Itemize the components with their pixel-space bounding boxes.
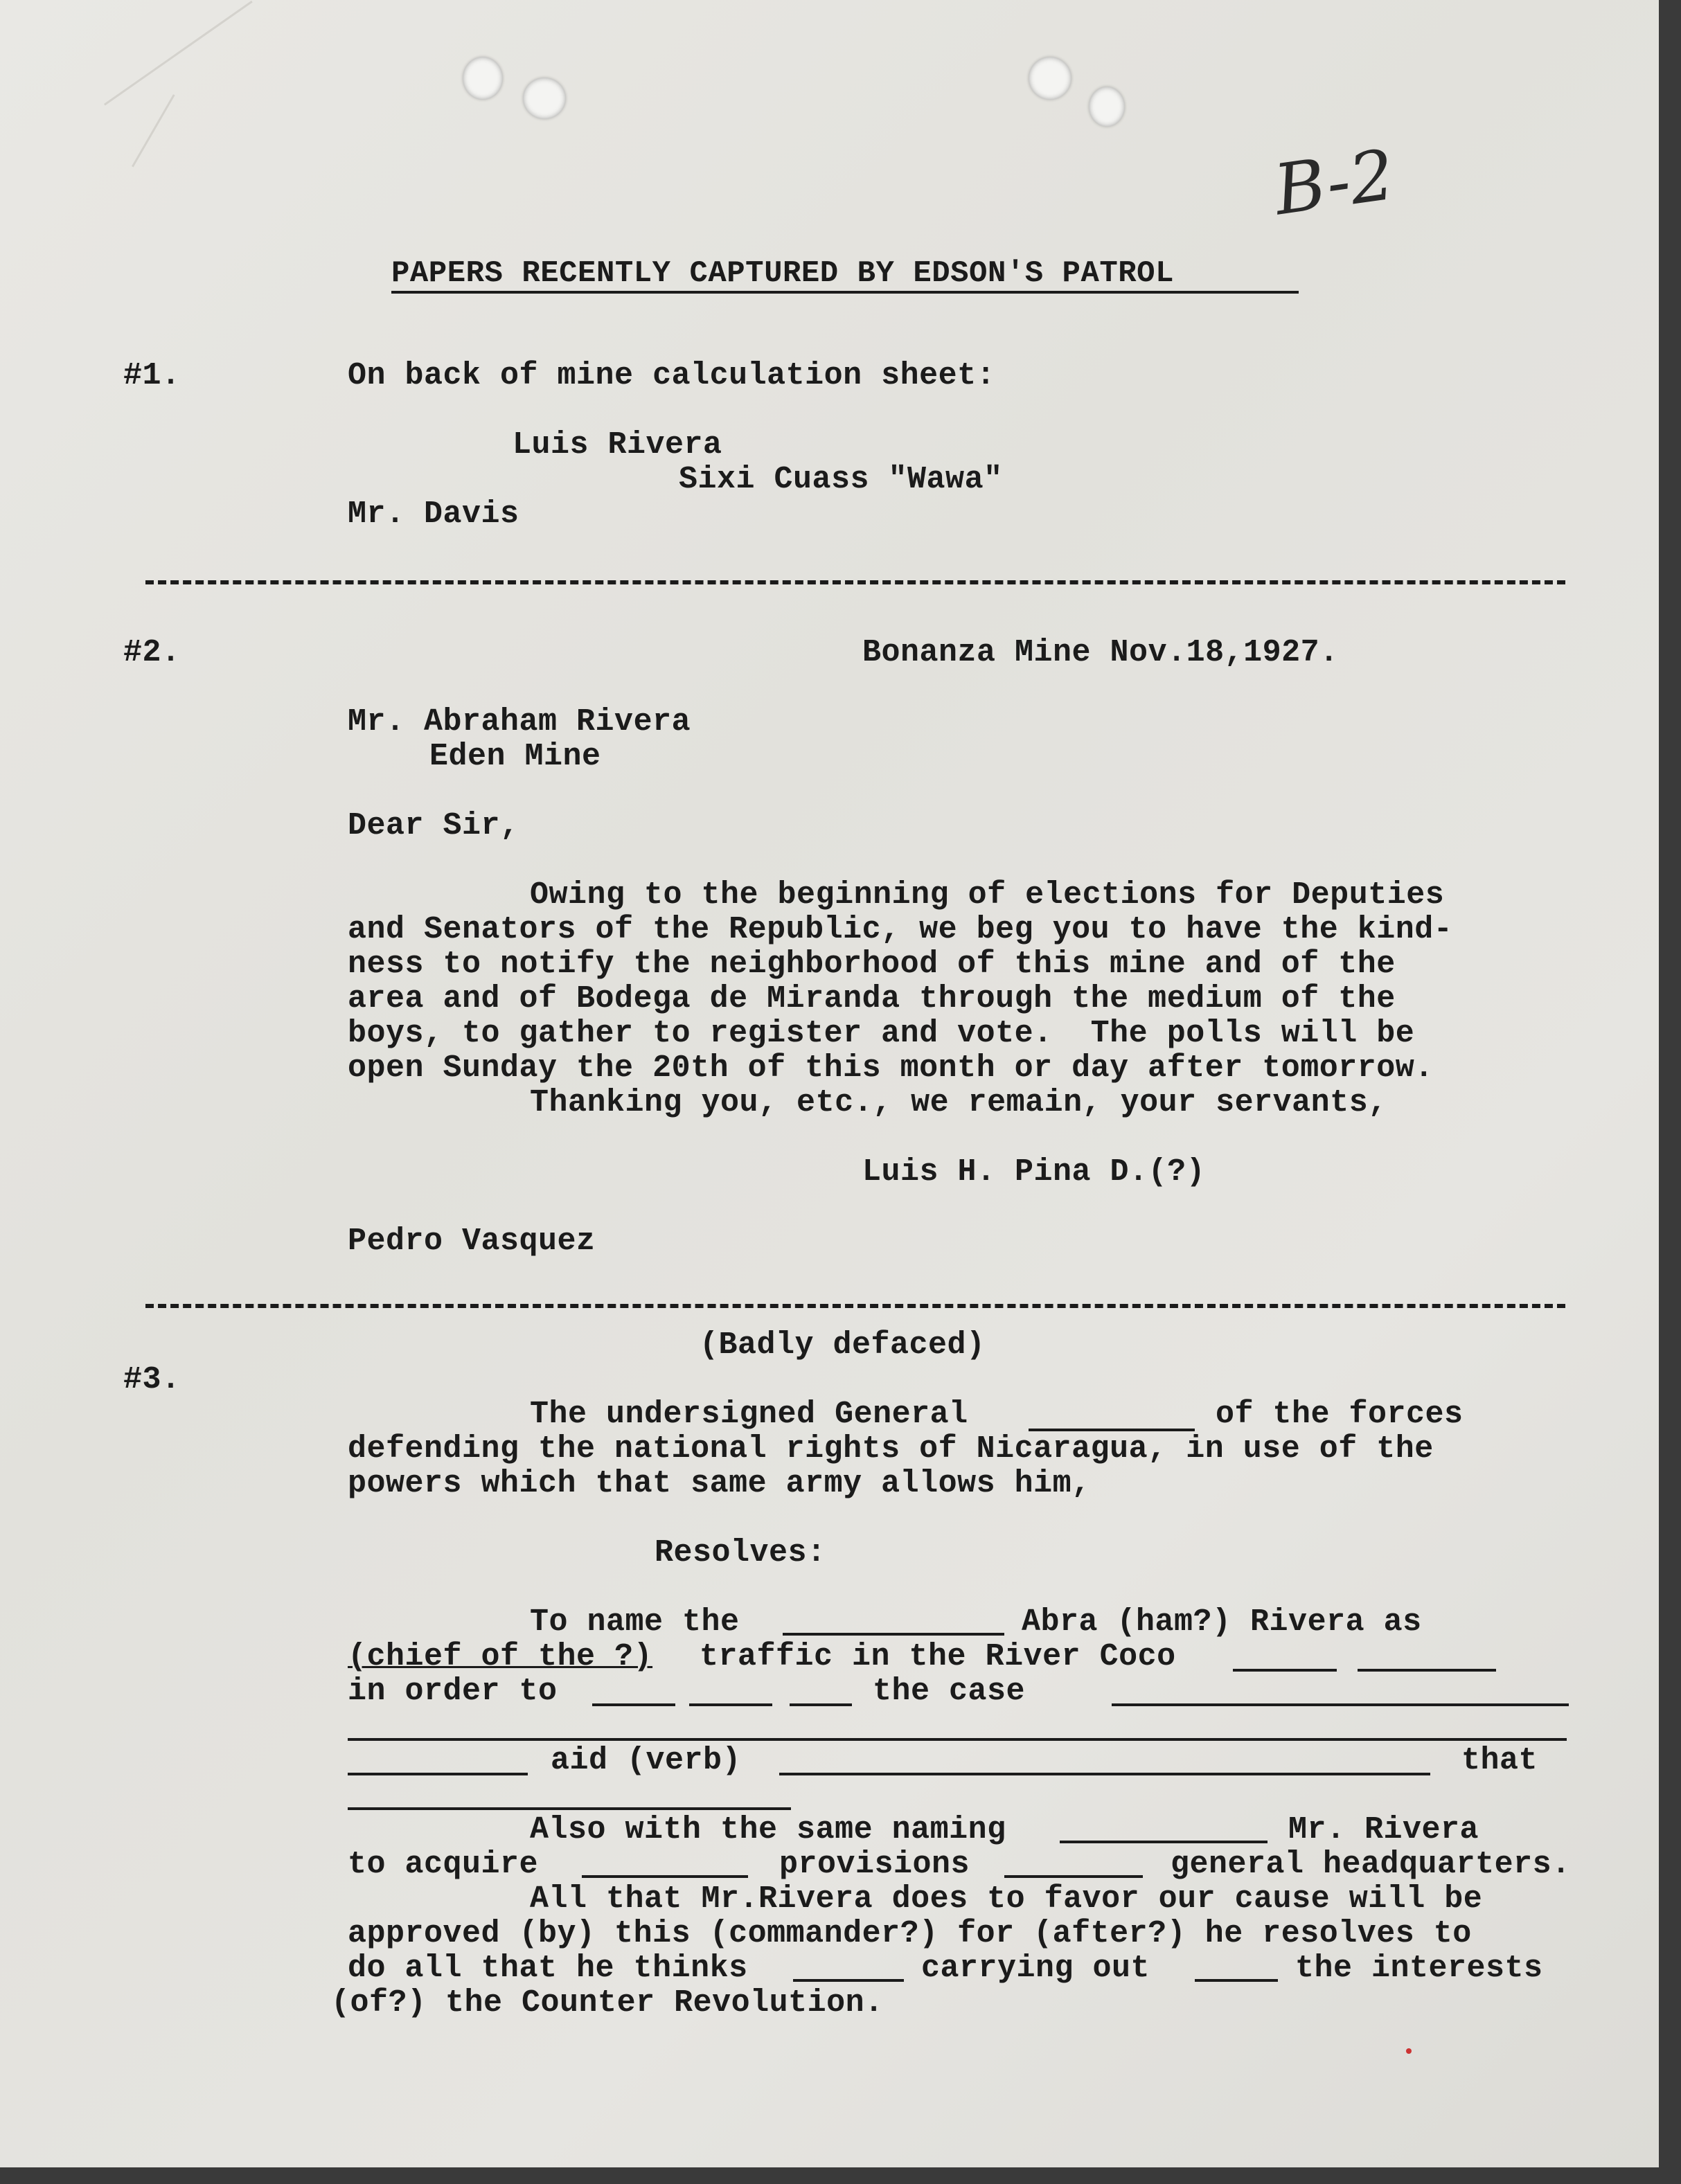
blank-line xyxy=(1112,1703,1569,1706)
item1-line2: Sixi Cuass "Wawa" xyxy=(679,462,1003,497)
paper-crease xyxy=(104,1,253,106)
item2-addressee: Mr. Abraham Rivera xyxy=(348,704,691,740)
item3-also-end: Mr. Rivera xyxy=(1288,1812,1479,1847)
item3-p1-line: The undersigned General xyxy=(530,1397,968,1432)
item3-resolves: Resolves: xyxy=(655,1535,826,1570)
item3-acquire-3: general headquarters. xyxy=(1171,1847,1571,1882)
item2-body-line: and Senators of the Republic, we beg you to have the kind- xyxy=(348,912,1453,947)
item1-line3: Mr. Davis xyxy=(348,496,519,532)
item2-salutation: Dear Sir, xyxy=(348,808,519,843)
item3-r2-end: traffic in the River Coco xyxy=(700,1639,1176,1674)
item2-body-line: ness to notify the neighborhood of this mine and of the xyxy=(348,947,1396,982)
blank-line xyxy=(582,1875,748,1878)
item3-r5-end: that xyxy=(1461,1743,1538,1778)
item3-all-line: All that Mr.Rivera does to favor our cause will be xyxy=(530,1881,1483,1917)
blank-line xyxy=(1195,1979,1278,1982)
blank-line xyxy=(783,1633,1004,1636)
blank-line xyxy=(1004,1875,1143,1878)
item2-signature1: Luis H. Pina D.(?) xyxy=(862,1154,1206,1190)
item2-body-line: boys, to gather to register and vote. The polls will be xyxy=(348,1016,1415,1051)
punch-hole-right xyxy=(1029,57,1071,100)
blank-line xyxy=(1060,1841,1268,1843)
blank-line xyxy=(348,1807,791,1810)
blank-line xyxy=(793,1979,904,1982)
item3-r3-start: in order to xyxy=(348,1674,558,1709)
blank-line xyxy=(779,1773,1430,1775)
red-mark xyxy=(1406,2048,1412,2054)
item3-r1-end: Abra (ham?) Rivera as xyxy=(1022,1604,1422,1640)
separator-2 xyxy=(145,1304,1565,1308)
blank-line xyxy=(348,1773,528,1775)
item2-address: Eden Mine xyxy=(429,739,601,774)
item3-p1-line: defending the national rights of Nicaragua, in use of the xyxy=(348,1431,1434,1467)
blank-line xyxy=(689,1703,772,1706)
blank-line xyxy=(790,1703,852,1706)
item1-number: #1. xyxy=(123,358,181,393)
item2-dateline: Bonanza Mine Nov.18,1927. xyxy=(862,635,1339,670)
item3-all-line: the interests xyxy=(1295,1951,1543,1986)
item1-intro: On back of mine calculation sheet: xyxy=(348,358,996,393)
item3-also-start: Also with the same naming xyxy=(530,1812,1006,1847)
item3-p1-line: of the forces xyxy=(1216,1397,1464,1432)
item3-all-line: carrying out xyxy=(921,1951,1150,1986)
item3-r3-end: the case xyxy=(873,1674,1026,1709)
item2-body-line: Owing to the beginning of elections for Deputies xyxy=(530,877,1445,913)
item2-body-line: area and of Bodega de Miranda through the medium of the xyxy=(348,981,1396,1017)
document-title: PAPERS RECENTLY CAPTURED BY EDSON'S PATROL xyxy=(391,256,1174,291)
item3-r1-start: To name the xyxy=(530,1604,740,1640)
blank-line xyxy=(1358,1669,1496,1672)
item3-acquire-2: provisions xyxy=(779,1847,970,1882)
title-underline xyxy=(391,291,1299,294)
item3-all-line: do all that he thinks xyxy=(348,1951,748,1986)
blank-line xyxy=(348,1738,1567,1741)
item3-note: (Badly defaced) xyxy=(700,1327,986,1363)
separator-1 xyxy=(145,580,1565,584)
item3-acquire-1: to acquire xyxy=(348,1847,539,1882)
item2-signature2: Pedro Vasquez xyxy=(348,1224,596,1259)
blank-line xyxy=(1233,1669,1337,1672)
item1-line1: Luis Rivera xyxy=(513,427,722,463)
item3-all-line-last: (of?) the Counter Revolution. xyxy=(331,1985,884,2021)
item2-body-line: open Sunday the 20th of this month or day after tomorrow. xyxy=(348,1050,1434,1086)
item3-p1-line: powers which that same army allows him, xyxy=(348,1466,1091,1501)
punch-hole-left xyxy=(463,57,503,100)
item2-number: #2. xyxy=(123,635,181,670)
item2-body-line: Thanking you, etc., we remain, your servants, xyxy=(530,1085,1387,1120)
paper-crease-2 xyxy=(132,94,175,167)
item3-r5-start: aid (verb) xyxy=(551,1743,742,1778)
item3-r2-start: (chief of the ?) xyxy=(348,1639,653,1674)
item3-number: #3. xyxy=(123,1362,181,1397)
handwritten-note: B-2 xyxy=(1269,134,1400,231)
item3-all-line: approved (by) this (commander?) for (after?) he resolves to xyxy=(348,1916,1472,1951)
blank-line xyxy=(592,1703,675,1706)
punch-hole-right-2 xyxy=(1089,87,1125,127)
punch-hole-left-2 xyxy=(523,78,566,119)
